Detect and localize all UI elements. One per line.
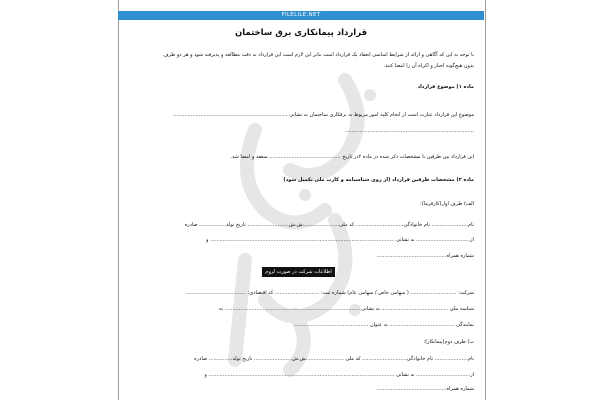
site-banner[interactable]: FILELILE.NET xyxy=(118,11,484,20)
party-a-address-line: از.................................. به نشانی .................................................................................................................... و xyxy=(206,237,474,243)
company-registration-line: شرکت: ............................. ( سهامی خاص / سهامی عام) شماره ثبت: ............................ کد اقتصادی: ...................................... xyxy=(185,290,474,296)
party-a-heading: الف) طرف اول(کارفرما): xyxy=(420,201,474,207)
article1-blank-line: ................................................................................. xyxy=(345,128,474,134)
party-a-identity-line: نام....................... نام خانوادگی.............................. کد ملی.......................ش.ش.......................... تاریخ تولد................. صادره xyxy=(184,222,474,228)
watermark-logo xyxy=(195,60,395,380)
party-b-phone-line: شماره همراه............................................ xyxy=(376,386,474,392)
article1-date-line: این قرارداد بین طرفین با مشخصات ذکر شده در ماده ۲در تاریخ ............................................. منعقد و امضا شد. xyxy=(230,154,474,160)
company-national-id-line: شناسه ملی .......................................... به نشانی ..................................................................................... به xyxy=(218,306,474,312)
party-b-address-line: از.................................. به نشانی ..................................................................................................................... و xyxy=(204,372,474,378)
party-b-identity-line: نام..................... نام خانوادگی............................ کد ملی ........................ش.ش........................ تاریخ تولد............... صادره xyxy=(194,356,474,362)
article1-heading: ماده ۱) موضوع قرارداد xyxy=(417,84,474,90)
party-a-phone-line: شماره همراه............................................ xyxy=(376,253,474,259)
article2-heading: ماده ۲) مشخصات طرفین قرارداد (از روی شناسنامه و کارت ملی تکمیل شود) xyxy=(283,177,474,183)
intro-line-2: بدون هیچ‌گونه اجبار و اکراه آن را امضا کنند. xyxy=(383,63,474,69)
party-b-heading: ب) طرف دوم(پیمانکار): xyxy=(423,339,474,345)
company-representative-line: نمایندگی ......................................... به عنوان ............................................... xyxy=(293,322,474,328)
contract-title: قرارداد پیمانکاری برق ساختمان xyxy=(234,28,368,38)
intro-line-1: با توجه به این که آگاهی و ارائه از شرایط اساسی انعقاد یک قرارداد است بنابر این لازم است این قرارداد به دقت مطالعه و پذیرفته شود و هر دو طرف xyxy=(163,52,474,58)
article1-subject-line: موضوع این قرارداد عبارت است از انجام کلیه امور مربوط به برقکاری ساختمان به نشانی ........................................................................ xyxy=(173,112,474,118)
company-info-note: اطلاعات شرکت در صورت لزوم xyxy=(262,267,335,277)
